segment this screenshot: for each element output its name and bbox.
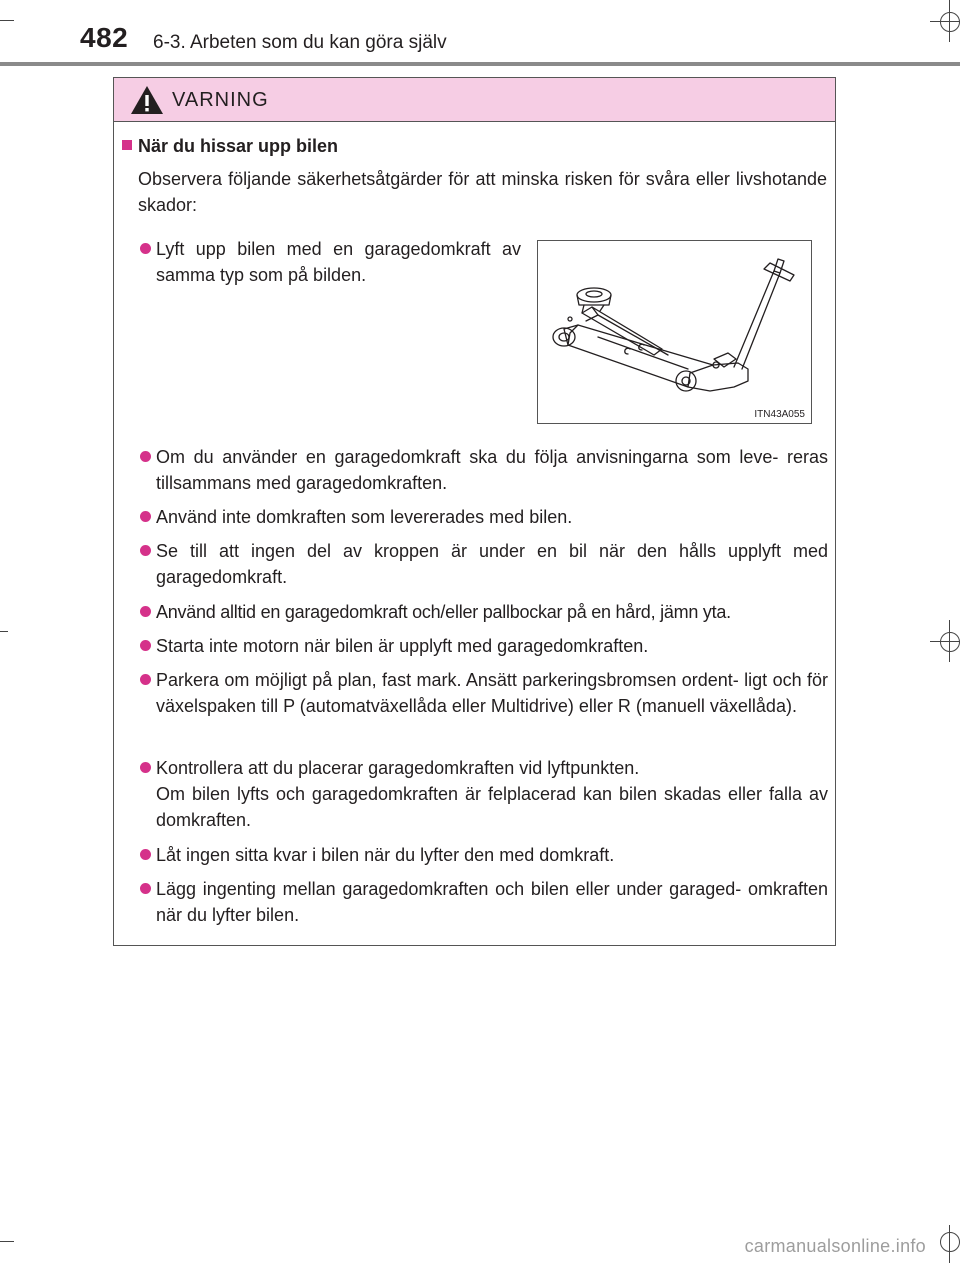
- list-item: [140, 842, 828, 868]
- crop-mark: [0, 1241, 14, 1242]
- square-bullet-icon: [122, 140, 132, 150]
- list-item: [140, 236, 521, 288]
- circle-bullet-icon: [140, 545, 151, 556]
- list-item-text: Se till att ingen del av kroppen är under en bil när den hålls upplyft med garagedomkraft.: [156, 541, 828, 587]
- list-item-text: Parkera om möjligt på plan, fast mark. Ansätt parkeringsbromsen ordent- ligt och för växelspaken till P (automatväxellåda eller Multidrive) eller R (manuell växellåda).: [156, 670, 828, 716]
- crop-mark: [949, 1225, 950, 1263]
- page-number: 482: [80, 22, 129, 53]
- crop-mark: [930, 641, 960, 642]
- list-item-text: Lägg ingenting mellan garagedomkraften och bilen eller under garaged- omkraften när du lyfter bilen.: [156, 879, 828, 925]
- list-item-text: Använd alltid en garagedomkraft och/eller pallbockar på en hård, jämn yta.: [156, 602, 731, 622]
- list-item-text: Lyft upp bilen med en garagedomkraft av samma typ som på bilden.: [156, 239, 521, 285]
- circle-bullet-icon: [140, 243, 151, 254]
- circle-bullet-icon: [140, 606, 151, 617]
- jack-illustration: [537, 240, 812, 424]
- crop-mark: [949, 620, 950, 662]
- list-item: [140, 504, 828, 530]
- list-item: [140, 876, 828, 928]
- list-item-text: Om du använder en garagedomkraft ska du följa anvisningarna som leve- reras tillsammans med garagedomkraften.: [156, 447, 828, 493]
- circle-bullet-icon: [140, 883, 151, 894]
- watermark: carmanualsonline.info: [744, 1236, 926, 1256]
- list-item: [140, 444, 828, 496]
- page-header: [0, 0, 960, 66]
- circle-bullet-icon: [140, 849, 151, 860]
- registration-mark: [940, 1232, 960, 1252]
- circle-bullet-icon: [140, 674, 151, 685]
- section-heading-text: När du hissar upp bilen: [138, 136, 339, 156]
- circle-bullet-icon: [140, 511, 151, 522]
- section-title: 6-3. Arbeten som du kan göra själv: [153, 32, 447, 53]
- intro-text: Observera följande säkerhetsåtgärder för att minska risken för svåra eller livshotande skador:: [138, 169, 827, 215]
- garage-jack-drawing: [538, 241, 811, 423]
- circle-bullet-icon: [140, 762, 151, 773]
- circle-bullet-icon: [140, 640, 151, 651]
- list-item: [140, 538, 828, 590]
- warning-title: VARNING: [172, 89, 269, 111]
- registration-mark: [940, 632, 960, 652]
- list-item-text: Starta inte motorn när bilen är upplyft med garagedomkraften.: [156, 636, 649, 656]
- warning-box: [113, 77, 836, 946]
- list-item: [140, 755, 828, 833]
- list-item-text: Kontrollera att du placerar garagedomkraften vid lyftpunkten. Om bilen lyfts och garagedomkraften är felplacerad kan bilen skadas eller falla av domkraften.: [156, 758, 828, 830]
- figure-code: ITN43A055: [754, 409, 805, 420]
- list-item-text: Låt ingen sitta kvar i bilen när du lyfter den med domkraft.: [156, 845, 615, 865]
- warning-header: [114, 78, 835, 122]
- list-item-text: Använd inte domkraften som levererades med bilen.: [156, 507, 573, 527]
- circle-bullet-icon: [140, 451, 151, 462]
- list-item: [140, 599, 828, 625]
- list-item: [140, 667, 828, 719]
- warning-triangle-icon: [130, 85, 164, 115]
- list-item: [140, 633, 828, 659]
- crop-mark: [0, 631, 8, 632]
- section-heading: [122, 136, 338, 157]
- header-rule: [0, 62, 960, 66]
